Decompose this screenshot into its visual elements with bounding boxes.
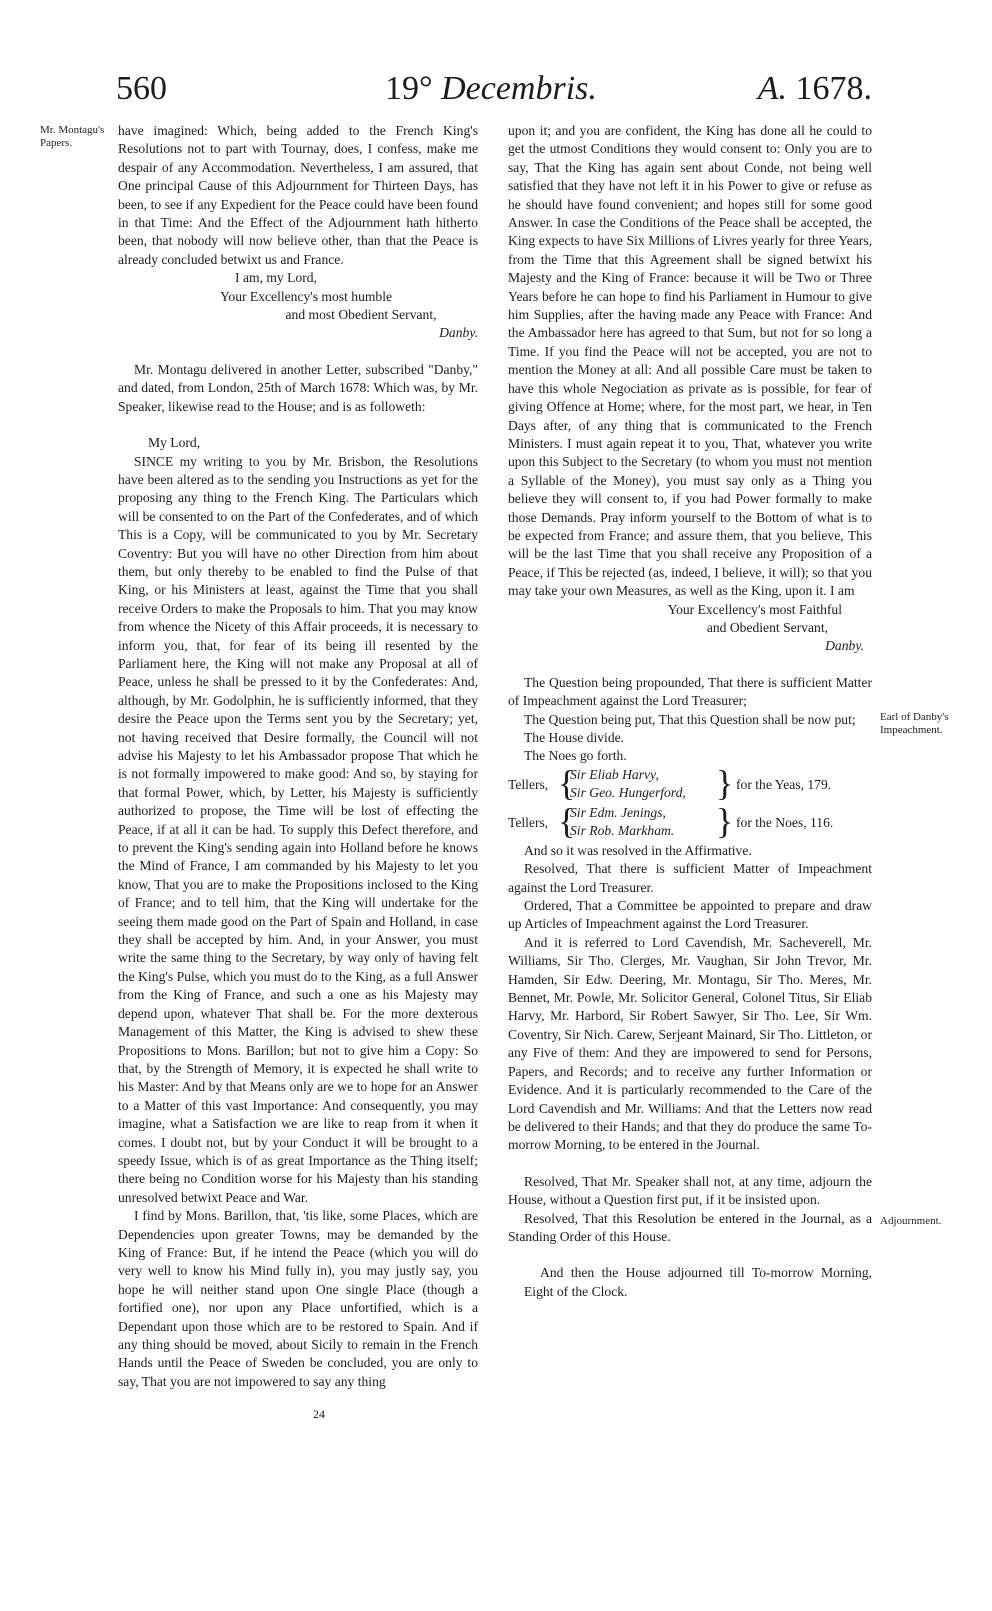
tellers-yeas [508,762,872,804]
closing-line: Your Excellency's most Faithful [667,601,842,617]
brace-icon: { [558,762,576,803]
resolution-text: Resolved, That there is sufficient Matter of Impeachment against the Lord Treasurer. [508,861,872,895]
page-year [758,70,872,120]
brace-icon: } [716,762,734,803]
brace-icon: } [716,800,734,841]
signature: Danby. [439,325,478,341]
date-month: Decembris. [441,70,597,107]
paragraph: SINCE my writing to you by Mr. Brisbon, the Resolutions have been altered as to the sending you Instructions as yet for the proposing any thing to the French King. The Particulars which will be consented to on the Part of the Confederates, and of which This is a Copy, will be communicated to you by Mr. Secretary Coventry: But you will have no other Direction from him about them, but only thereby to be enabled to find the Pulse of that King, or his Ministers at least, against the Time that you shall receive Orders to make the Proposals to him. That you may know from whence the Nicety of this Affair proceeds, it is necessary to inform you, that, for fear of its being ill resented by the Parliament here, the King will not make any Proposal at all of Peace, unless he shall be pressed to it by the Confederates: And, although, by Mr. Godolphin, he is sufficiently informed, that they desire the Peace upon the Terms sent you by the Secretary; yet, not having received that Desire formally, the Council will not advise his Majesty to let his Ambassador propose That which he is not formally impowered to make good: And so, by staying for that formal Power, which, by Letter, his Majesty is sufficiently authorized to propose, the Time will be lost of effecting the Peace, if at all it can be had. To supply this Defect therefore, and to prevent the King's sending again into Holland before he knows the Mind of France, I am commanded by his Majesty to let you know, That you are to make the Propositions inclosed to the King of France; and to tell him, that the King will undertake for the seeing them made good on the Part of Spain and Holland, in case they shall be accepted by him. And, in your Answer, you must write the same thing to the Secretary, by way only of having felt the King's Pulse, which you must do to the King, as a full Answer from the King of France, and such a one as his Majesty may depend upon, whatever That shall be. For the more dexterous Management of this Matter, the King is advised to shew these Propositions to Mons. Barillon; but not to give him a Copy: So that, by the Strength of Memory, it is expected he shall write to his Master: And by that Means only are we to hope for an Answer to a Matter of this vast Importance: And consequently, you may imagine, what a Satisfaction we are like to reap from it when it comes. I doubt not, but by your Conduct it will be brought to a speedy Issue, which is of as great Importance as the Thing itself; there being no Condition worse for his Majesty than his standing unresolved betwixt Peace and War. [118,453,478,1205]
margin-note-impeachment: Earl of Danby's Impeachment. [880,711,949,736]
paragraph: have imagined: Which, being added to the French King's Resolutions not to part with Tournay, does, I confess, make me despair of any Accommodation. Nevertheless, I am assured, that One principal Cause of this Adjournment for Thirteen Days, has been, to see if any Expedient for the Peace could have been found in that Time: And the Effect of the Adjournment hath hitherto been, that nobody will now believe other, than that the Peace is already concluded betwixt us and France. [118,123,478,267]
order-text: Ordered, That a Committee be appointed to prepare and draw up Articles of Impeachment against the Lord Treasurer. [508,898,872,932]
date-day: 19° [385,70,433,107]
right-column [508,122,872,1301]
tellers-label: Tellers, [508,814,549,830]
paragraph: upon it; and you are confident, the King has done all he could to get the utmost Conditions they would consent to: Only you are to say, That the King has again sent about Conde, not being well satisfied that they have not left it in his Power to give or refuse as he should have found convenient; and hopes still for some good Answer. In case the Conditions of the Peace shall be accepted, the King expects to have Six Millions of Livres yearly for three Years, from the Time that this Agreement shall be signed betwixt his Majesty and the King of France: because it will be Two or Three Years before he can hope to find his Parliament in Humour to give him Supplies, after the having made any Peace with France: And the Ambassador here has agreed to that Sum, but not for so long a Time. If you find the Peace will not be accepted, you are not to mention the Money at all: And all possible Care must be taken to have this whole Negociation as private as is possible, for fear of giving Offence at Home; where, for the most part, we hear, in Ten Days after, of any thing that is communicated to the French Ministers. I must again repeat it to you, That, whatever you write upon this Subject to the Secretary (to whom you must not mention a Syllable of the Money), you must say only as a Thing you believe they will consent to, if you had Power formally to make those Demands. Pray inform yourself to the Bottom of what is to be expected from France; and assure them, that you believe, This will be the last Time that you shall receive any Proposition of a Peace, if This be rejected (as, indeed, I believe, it will); so that you may take your own Measures, as well as the King, upon it. I am [508,123,872,599]
year-prefix: A. [757,70,787,107]
committee-text: And it is referred to Lord Cavendish, Mr. Sacheverell, Mr. Williams, Sir Tho. Clerges, Mr. Vaughan, Sir John Trevor, Mr. Hamden, Sir Edw. Deering, Mr. Montagu, Sir Tho. Meres, Mr. Bennet, Mr. Powle, Mr. Solicitor General, Colonel Titus, Sir Eliab Harvy, Mr. Harbord, Sir Robert Sawyer, Sir Tho. Lee, Sir Wm. Coventry, Sir Nich. Carew, Serjeant Mainard, Sir Tho. Littleton, or any Five of them: And they are impowered to send for Persons, Papers, and Records; and to receive any further Information or Evidence. And it is particularly recommended to the Care of the Lord Cavendish and Mr. Williams: And that the Letters now read be delivered to their Hands; and that they do produce the same To-morrow Morning, to be entered in the Journal. [508,934,872,1153]
margin-note-montagu-papers: Mr. Montagu's Papers. [40,124,105,149]
teller-name: Sir Eliab Harvy, [570,766,659,782]
paragraph: Mr. Montagu delivered in another Letter, subscribed "Danby," and dated, from London, 25th of March 1678: Which was, by Mr. Speaker, likewise read to the House; and is as followeth: [118,361,478,414]
teller-name: Sir Rob. Markham. [570,823,675,839]
signature-mark: 24 [313,1407,325,1421]
resolution-text: Resolved, That Mr. Speaker shall not, at any time, adjourn the House, without a Question first put, if it be insisted upon. [508,1173,872,1208]
teller-names [570,766,686,803]
resolution-text: Resolved, That this Resolution be entered in the Journal, as a Standing Order of this House. [508,1210,872,1244]
question-text: The Question being propounded, That there is sufficient Matter of Impeachment against the Lord Treasurer; [508,674,872,709]
vote-result: for the Noes, 116. [736,814,834,830]
teller-name: Sir Geo. Hungerford, [570,785,686,801]
salutation: My Lord, [148,435,201,451]
closing-line: Your Excellency's most humble [219,288,393,304]
teller-name: Sir Edm. Jenings, [570,804,666,820]
division-text: The House divide. [524,730,625,745]
division-text: The Noes go forth. [524,748,627,764]
paragraph: I find by Mons. Barillon, that, 'tis like, some Places, which are Dependencies upon greater Towns, may be demanded by the King of France: But, if he intend the Peace (which you will do very well to know his Mind fully in), you may justly say, you hope he will neither stand upon One single Place (though a fortified one), nor upon any Place unfortified, which is a Dependant upon those which are to be restored to Spain. And if any thing should be moved, about Sicily to remain in the French Hands until the Peace of Sweden be concluded, you are only to say, That you are not impowered to say any thing [118,1208,478,1389]
resolution-text: And so it was resolved in the Affirmative. [524,842,752,858]
left-column [118,122,478,1391]
teller-names [570,804,674,841]
signature: Danby. [825,638,864,654]
brace-icon: { [558,800,576,841]
closing-line: and most Obedient Servant, [285,307,437,323]
margin-note-adjournment: Adjournment. [880,1215,942,1227]
adjournment-text: And then the House adjourned till To-morrow Morning, Eight of the Clock. [524,1265,872,1299]
tellers-noes [508,800,872,842]
question-text: The Question being put, That this Question shall be now put; [524,711,856,727]
vote-result: for the Yeas, 179. [736,776,832,792]
tellers-label: Tellers, [508,776,549,792]
year-value: 1678. [795,70,872,107]
page-number: 560 [116,70,167,107]
closing-line: and Obedient Servant, [706,619,828,635]
closing-line: I am, my Lord, [235,270,317,286]
page-date [385,70,597,120]
